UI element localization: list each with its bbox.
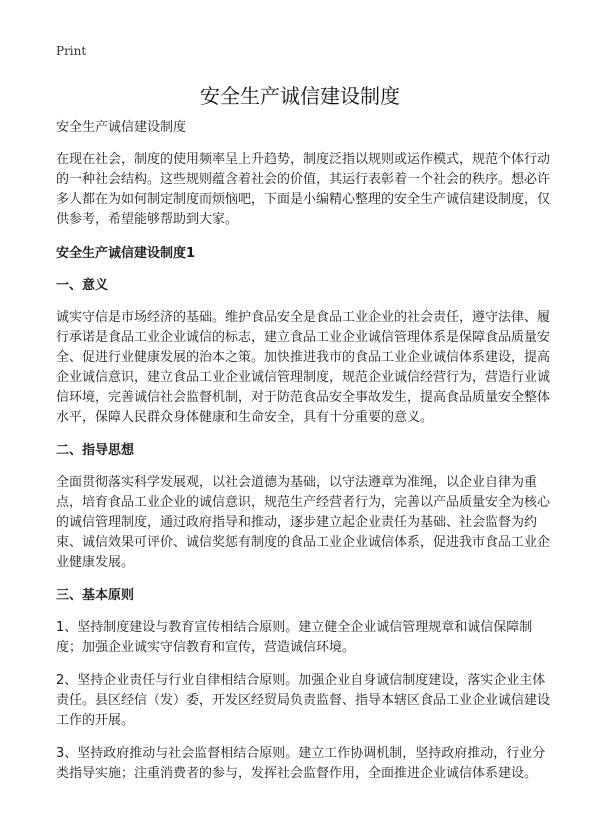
principle-item-2: 2、坚持企业责任与行业自律相结合原则。加强企业自身诚信制度建设，落实企业主体责任。县区经信（发）委，开发区经贸局负责监督、指导本辖区食品工业企业诚信建设工作的开展。	[56, 673, 551, 728]
document-subtitle: 安全生产诚信建设制度	[56, 120, 187, 135]
principle-item-3: 3、坚持政府推动与社会监督相结合原则。建立工作协调机制，坚持政府推动，行业分类指导实施；注重消费者的参与，发挥社会监督作用，全面推进企业诚信体系建设。	[56, 746, 546, 781]
paragraph-significance: 诚实守信是市场经济的基础。维护食品安全是食品工业企业的社会责任，遵守法律、履行承诺是食品工业企业诚信的标志，建立食品工业企业诚信管理体系是保障食品质量安全、促进行业健康发展的治本之策。加快推进我市的食品工业企业诚信体系建设，提高企业诚信意识，建立食品工业企业诚信管理制度，规范企业诚信经营行为，营造行业诚信环境，完善诚信社会监督机制，对于防范食品安全事故发生，提高食品质量安全整体水平，保障人民群众身体健康和生命安全，具有十分重要的意义。	[56, 310, 551, 425]
heading-significance: 一、意义	[56, 278, 109, 293]
principle-item-1: 1、坚持制度建设与教育宣传相结合原则。建立健全企业诚信管理规章和诚信保障制度；加强企业诚实守信教育和宣传，营造诚信环境。	[56, 620, 533, 655]
page-title: 安全生产诚信建设制度	[200, 84, 400, 108]
heading-basic-principles: 三、基本原则	[56, 588, 135, 603]
section-title: 安全生产诚信建设制度1	[56, 246, 196, 261]
intro-paragraph: 在现在社会，制度的使用频率呈上升趋势，制度泛指以规则或运作模式，规范个体行动的一种社会结构。这些规则蕴含着社会的价值，其运行表彰着一个社会的秩序。想必许多人都在为如何制定制度而烦恼吧，下面是小编精心整理的安全生产诚信建设制度，仅供参考，希望能够帮助到大家。	[56, 152, 551, 227]
heading-guiding-ideology: 二、指导思想	[56, 443, 135, 458]
document-body	[56, 118, 556, 797]
paragraph-guiding-ideology: 全面贯彻落实科学发展观，以社会道德为基础，以守法遵章为准绳，以企业自律为重点，培育食品工业企业的诚信意识，规范生产经营者行为，完善以产品质量安全为核心的诚信管理制度，通过政府指导和推动，逐步建立起企业责任为基础、社会监督为约束、诚信效果可评价、诚信奖惩有制度的食品工业企业诚信体系，促进我市食品工业企业健康发展。	[56, 475, 551, 570]
print-link[interactable]: Print	[56, 44, 87, 58]
